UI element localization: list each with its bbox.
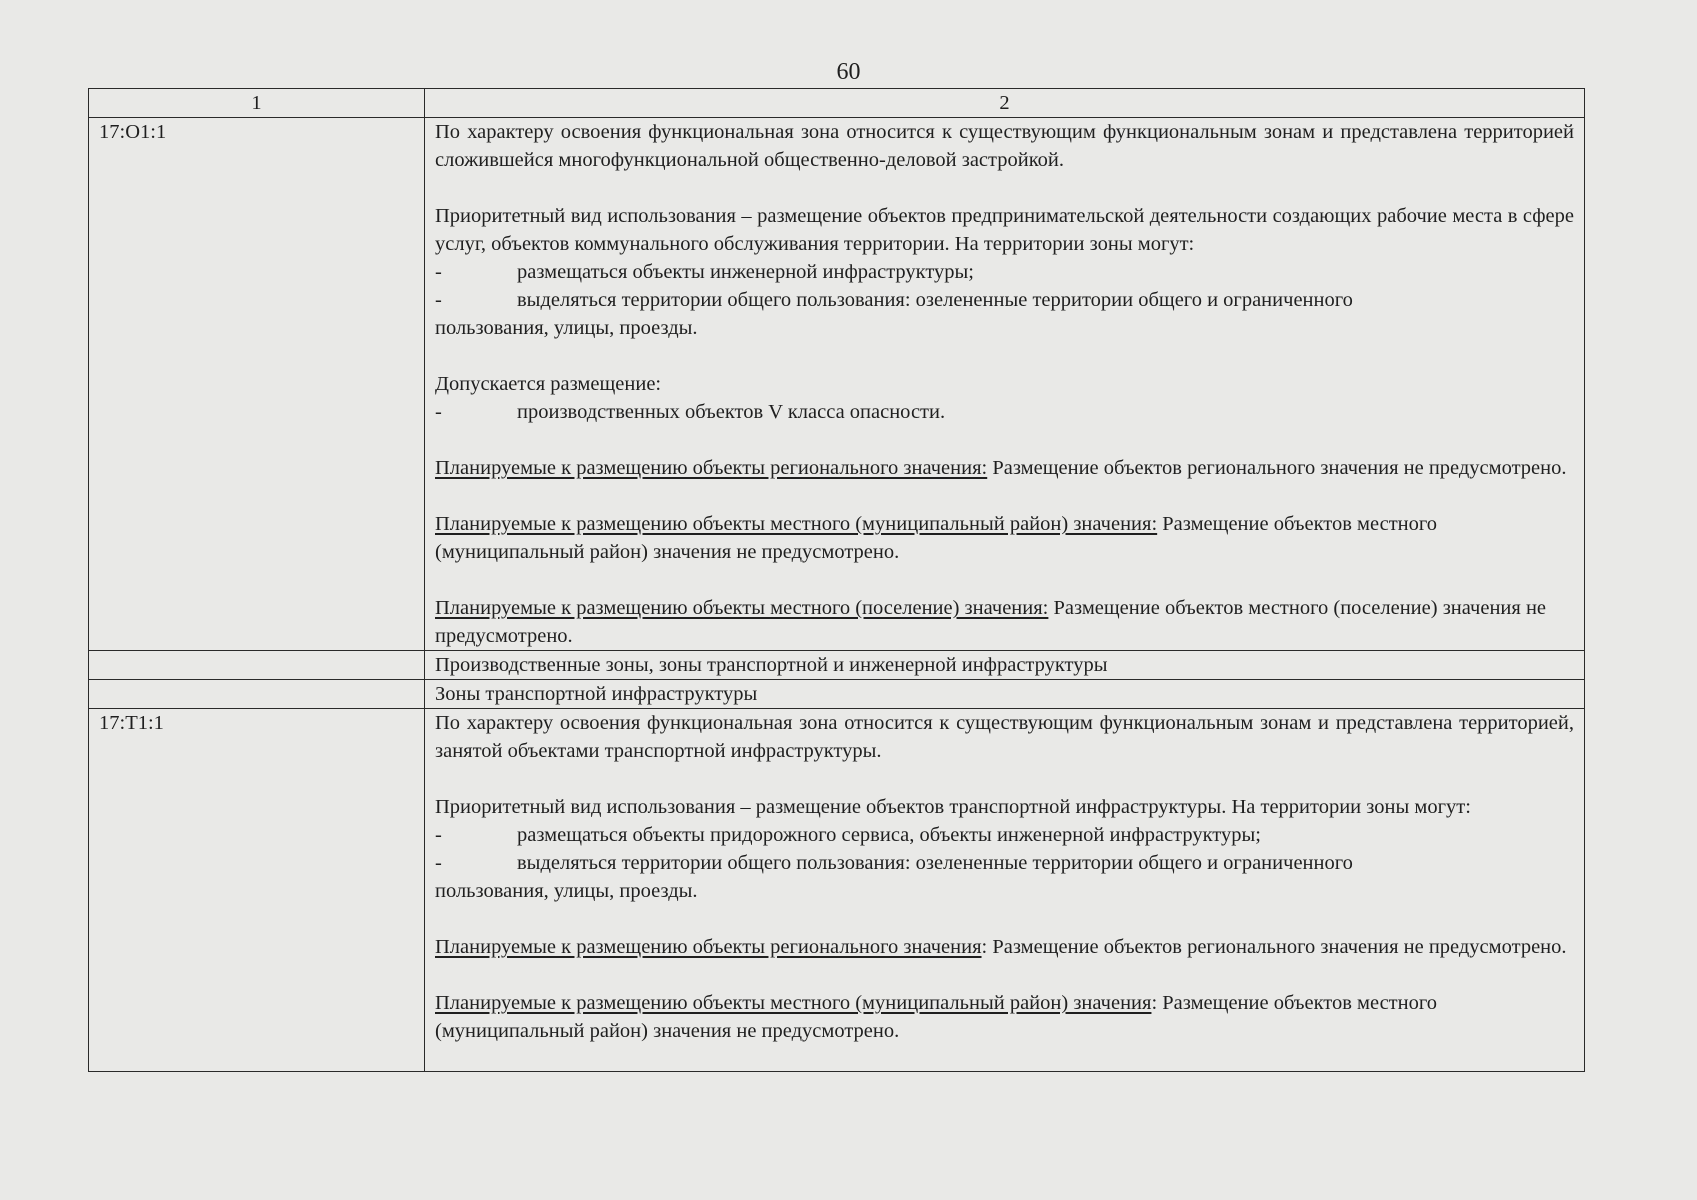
list-item-continuation: пользования, улицы, проезды. (435, 317, 698, 339)
list-item-text: выделяться территории общего пользования: озелененные территории общего и ограниченного (517, 852, 1353, 874)
planned-label: Планируемые к размещению объекты регионального значения: (435, 457, 988, 479)
zone-description (425, 709, 1585, 1072)
planned-text: : Размещение объектов местного (муниципальный район) значения не предусмотрено. (435, 992, 1438, 1042)
column-number-row (89, 89, 1585, 118)
section-title: Производственные зоны, зоны транспортной и инженерной инфраструктуры (425, 651, 1585, 680)
column-number-1: 1 (89, 89, 425, 118)
list-dash: - (435, 824, 442, 846)
planned-settlement (435, 594, 1574, 650)
planned-label: Планируемые к размещению объекты регионального значения (435, 936, 982, 958)
list-item-text: размещаться объекты инженерной инфраструктуры; (517, 261, 974, 283)
section-code-empty (89, 651, 425, 680)
section-row-transport (89, 680, 1585, 709)
planned-regional (435, 454, 1574, 482)
zone-row-o1 (89, 118, 1585, 651)
planned-text: Размещение объектов местного (поселение) значения не предусмотрено. (435, 597, 1547, 647)
zone-row-t1 (89, 709, 1585, 1072)
list-dash: - (435, 401, 442, 423)
list-dash: - (435, 261, 442, 283)
zone-code: 17:T1:1 (89, 709, 425, 1072)
planned-municipal (435, 510, 1574, 566)
planned-text: Размещение объектов местного (муниципальный район) значения не предусмотрено. (435, 513, 1438, 563)
planned-text: : Размещение объектов регионального значения не предусмотрено. (981, 936, 1567, 958)
section-code-empty (89, 680, 425, 709)
zone-code: 17:O1:1 (89, 118, 425, 651)
planned-text: Размещение объектов регионального значения не предусмотрено. (987, 457, 1567, 479)
planned-label: Планируемые к размещению объекты местного (муниципальный район) значения: (435, 513, 1158, 535)
list-item (435, 286, 1574, 314)
list-item (435, 398, 1574, 426)
section-title: Зоны транспортной инфраструктуры (425, 680, 1585, 709)
zones-table (88, 88, 1585, 1072)
list-item-text: выделяться территории общего пользования: озелененные территории общего и ограниченного (517, 289, 1353, 311)
zone-priority: Приоритетный вид использования – размещение объектов предпринимательской деятельности создающих рабочие места в сфере услуг, объектов коммунального обслуживания территории. На территории зоны могут: (435, 205, 1574, 255)
planned-label: Планируемые к размещению объекты местного (муниципальный район) значения (435, 992, 1152, 1014)
list-item-continuation: пользования, улицы, проезды. (435, 880, 698, 902)
zone-intro: По характеру освоения функциональная зона относится к существующим функциональным зонам и представлена территорией, занятой объектами транспортной инфраструктуры. (435, 712, 1574, 762)
list-item-text: размещаться объекты придорожного сервиса, объекты инженерной инфраструктуры; (517, 824, 1261, 846)
list-item (435, 258, 1574, 286)
planned-label: Планируемые к размещению объекты местного (поселение) значения: (435, 597, 1049, 619)
zone-priority: Приоритетный вид использования – размещение объектов транспортной инфраструктуры. На территории зоны могут: (435, 796, 1471, 818)
section-row-production (89, 651, 1585, 680)
planned-regional (435, 933, 1574, 961)
list-dash: - (435, 289, 442, 311)
page-number: 60 (836, 59, 861, 85)
list-dash: - (435, 852, 442, 874)
zone-intro: По характеру освоения функциональная зона относится к существующим функциональным зонам и представлена территорией сложившейся многофункциональной общественно-деловой застройкой. (435, 121, 1574, 171)
list-item (435, 849, 1574, 877)
column-number-2: 2 (425, 89, 1585, 118)
list-item-text: производственных объектов V класса опасности. (517, 401, 946, 423)
zone-description (425, 118, 1585, 651)
planned-municipal (435, 989, 1574, 1045)
list-item (435, 821, 1574, 849)
allowed-title: Допускается размещение: (435, 373, 662, 395)
